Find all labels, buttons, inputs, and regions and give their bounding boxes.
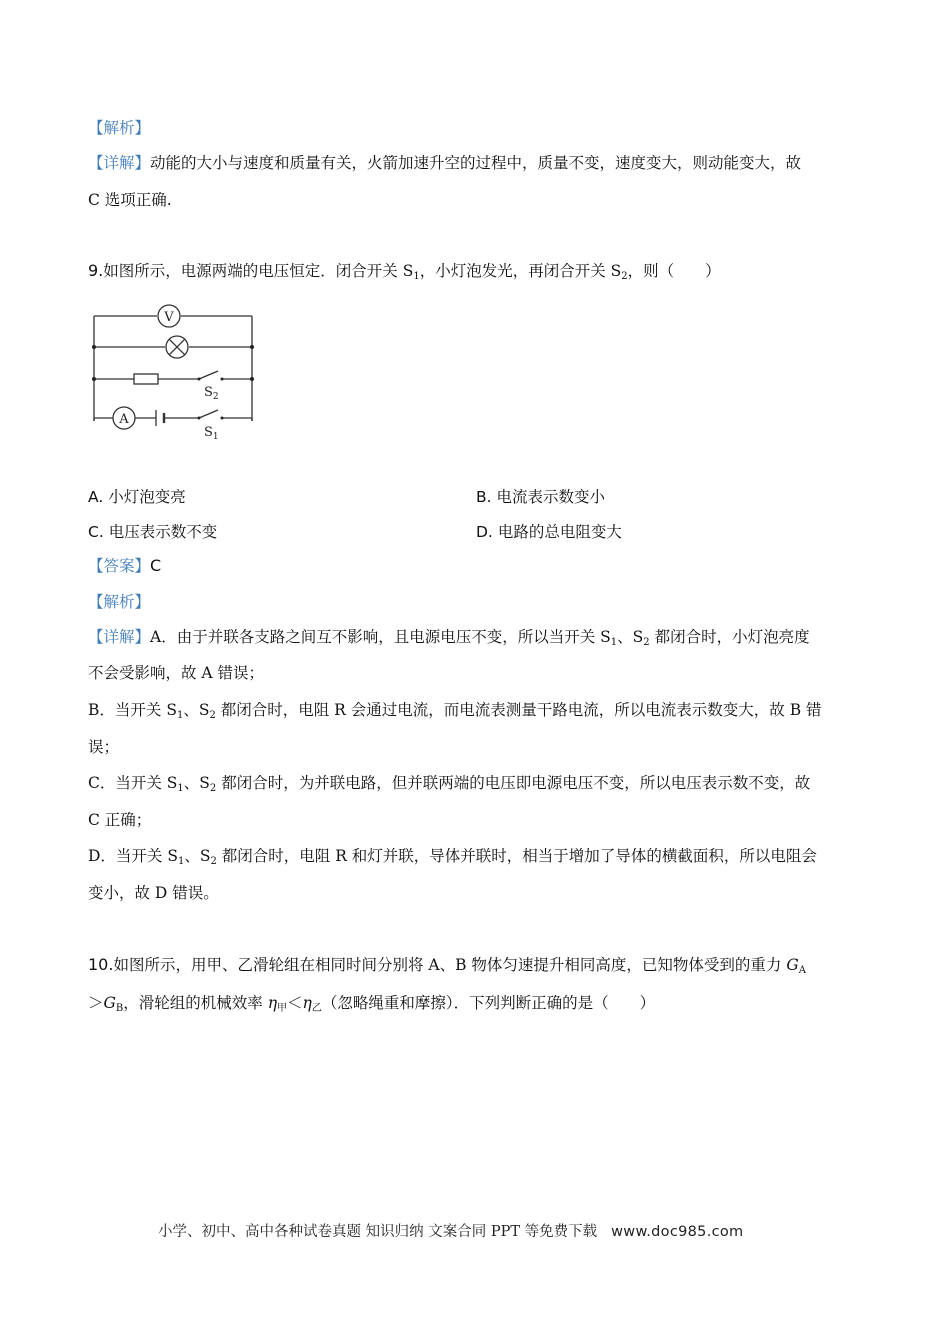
circuit-diagram (84, 296, 264, 446)
voltmeter-label: V (164, 310, 174, 325)
detail-line: 变小，故 D 错误。 (88, 884, 219, 902)
subscript: 1 (413, 271, 420, 282)
option-letter: D. (476, 523, 493, 541)
option-text: 电路的总电阻变大 (497, 523, 622, 541)
option-a[interactable] (88, 485, 186, 507)
page-footer (158, 1220, 743, 1241)
question-9-stem (88, 261, 721, 287)
answer-value: C (150, 556, 162, 575)
detail-line: C 正确； (88, 811, 152, 829)
stem-text: ，小灯泡发光，再闭合开关 S (419, 262, 622, 280)
option-letter: C. (88, 523, 104, 541)
detail-text: 动能的大小与速度和质量有关，火箭加速升空的过程中，质量不变，速度变大，则动能变大，故 (150, 154, 802, 172)
footer-text: 小学、初中、高中各种试卷真题 知识归纳 文案合同 PPT 等免费下载 (158, 1224, 598, 1240)
analysis-tag: 【解析】 (88, 593, 151, 611)
answer-tag: 【答案】 (88, 557, 151, 575)
subscript: 2 (621, 271, 628, 282)
option-letter: A. (88, 488, 104, 506)
voltmeter-symbol (158, 305, 180, 327)
answer-line (88, 556, 161, 576)
option-text: 电流表示数变小 (496, 488, 606, 506)
option-c[interactable] (88, 520, 217, 542)
detail-line: C．当开关 $S_1$、$S_2$ 都闭合时，为并联电路，但并联两端的电压即电源电压不变，所以电压表示数不变，故 (88, 774, 811, 794)
stem-text: ，则（ ） (627, 262, 721, 280)
question-number: 10. (88, 955, 114, 974)
option-d[interactable] (476, 520, 622, 542)
question-10-stem: 10.如图所示，用甲、乙滑轮组在相同时间分别将 A、B 物体匀速提升相同高度，已知物体受到的重力 $G_A$ (88, 955, 806, 976)
detail-line: 不会受影响，故 A 错误； (88, 664, 265, 682)
footer-link[interactable]: www.doc985.com (611, 1224, 744, 1240)
stem-text: 如图所示，电源两端的电压恒定．闭合开关 S (103, 262, 414, 280)
battery-symbol (156, 410, 164, 426)
switch-s1-label: $S_1$ (204, 425, 219, 442)
detail-line: 【详解】A．由于并联各支路之间互不影响，且电源电压不变，所以当开关 $S_1$、$S_2$ 都闭合时，小灯泡亮度 (88, 628, 810, 648)
resistor-symbol (134, 374, 158, 384)
option-text: 电压表示数不变 (108, 523, 218, 541)
option-b[interactable] (476, 485, 605, 507)
lamp-symbol (166, 336, 188, 358)
detail-line: D．当开关 $S_1$、$S_2$ 都闭合时，电阻 R 和灯并联，导体并联时，相当于增加了导体的横截面积，所以电阻会 (88, 847, 817, 867)
detail-tag: 【详解】 (88, 154, 151, 172)
detail-tag: 【详解】 (88, 628, 151, 646)
ammeter-symbol (113, 407, 135, 429)
detail-paragraph (88, 153, 801, 173)
question-number: 9. (88, 261, 104, 280)
analysis-tag: 【解析】 (88, 119, 151, 137)
detail-line: B．当开关 $S_1$、$S_2$ 都闭合时，电阻 R 会通过电流，而电流表测量干路电流，所以电流表示数变大，故 B 错 (88, 701, 822, 721)
option-text: 小灯泡变亮 (108, 488, 186, 506)
detail-text-continued: C 选项正确. (88, 191, 172, 209)
option-letter: B. (476, 488, 492, 506)
detail-line: 误； (88, 738, 120, 756)
ammeter-label: A (119, 412, 129, 427)
question-10-stem-continued: $>G_B$，滑轮组的机械效率 $\eta_甲<\eta_乙$（忽略绳重和摩擦）．下列判断正确的是（ ） (88, 994, 656, 1014)
switch-s2-label: $S_2$ (204, 385, 219, 402)
